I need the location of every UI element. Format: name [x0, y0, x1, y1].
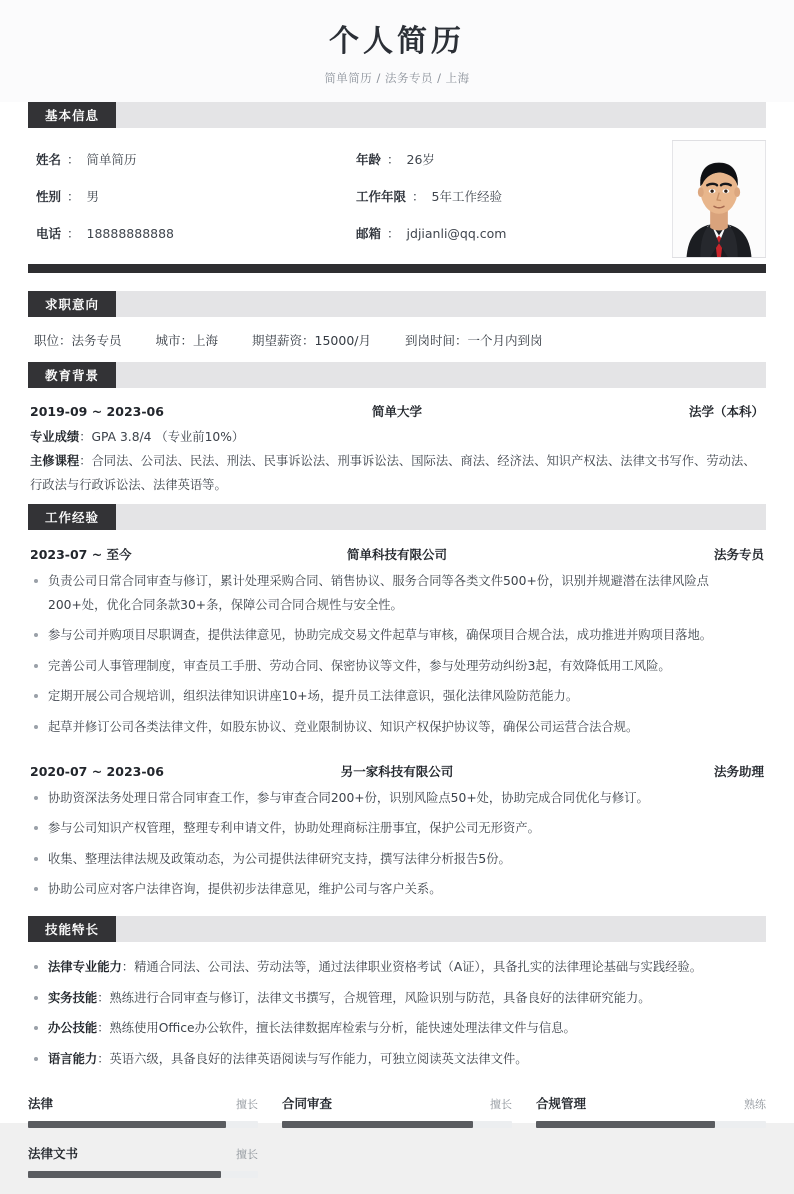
experience-company: 简单科技有限公司 — [346, 546, 447, 562]
section-title-basic: 基本信息 — [28, 102, 116, 128]
list-item: 负责公司日常合同审查与修订，累计处理采购合同、销售协议、服务合同等各类文件500+份，识别并规避潜在法律风险点200+处，优化合同条款30+条，保障公司合同合规性与安全性。 — [28, 570, 766, 617]
list-item — [28, 956, 766, 980]
field-email — [356, 224, 648, 242]
skill-bar-name: 合同审查 — [281, 1096, 332, 1112]
list-item — [28, 1017, 766, 1041]
field-gender — [36, 187, 356, 205]
job-intent-row — [28, 317, 766, 362]
skill-bar-fill — [28, 1171, 221, 1178]
section-divider — [28, 264, 766, 273]
skill-bar-fill — [282, 1121, 473, 1128]
basic-info-grid — [28, 150, 648, 242]
skill-bar-item — [28, 1094, 258, 1128]
field-work-years-value: 5年工作经验 — [431, 189, 502, 204]
field-name-separator: ： — [67, 152, 80, 167]
section-title-education: 教育背景 — [28, 362, 116, 388]
skill-bar-grid — [16, 1078, 778, 1194]
education-entry — [28, 388, 766, 504]
skill-bar-fill — [536, 1121, 715, 1128]
field-email-label: 邮箱 — [356, 226, 382, 241]
section-header-basic — [28, 102, 766, 128]
intent-city: 城市：上海 — [155, 333, 219, 348]
education-school: 简单大学 — [371, 404, 422, 419]
skill-bar-item — [28, 1144, 258, 1178]
job-intent-section — [0, 291, 794, 362]
list-item: 收集、整理法律法规及政策动态，为公司提供法律研究支持，撰写法律分析报告5份。 — [28, 848, 766, 872]
field-age-label: 年龄 — [356, 152, 382, 167]
section-header-skills — [28, 916, 766, 942]
skill-bar-item — [282, 1094, 512, 1128]
list-item: 完善公司人事管理制度，审查员工手册、劳动合同、保密协议等文件，参与处理劳动纠纷3起，有效降低用工风险。 — [28, 655, 766, 679]
section-header-experience — [28, 504, 766, 530]
experience-position: 法务专员 — [713, 546, 764, 562]
field-phone — [36, 224, 356, 242]
experience-position: 法务助理 — [713, 763, 764, 779]
experience-date: 2023-07 ~ 至今 — [30, 546, 132, 562]
field-age — [356, 150, 648, 168]
skill-text: ：熟练使用Office办公软件，擅长法律数据库检索与分析，能快速处理法律文件与信息。 — [97, 1021, 576, 1036]
field-email-separator: ： — [387, 226, 400, 241]
experience-section — [0, 504, 794, 902]
education-gpa-label: 专业成绩 — [30, 430, 80, 444]
education-gpa — [28, 426, 766, 450]
field-gender-separator: ： — [67, 189, 80, 204]
skill-bar-level: 擅长 — [235, 1148, 258, 1162]
skill-bar-track — [282, 1121, 512, 1128]
list-item: 定期开展公司合规培训，组织法律知识讲座10+场，提升员工法律意识，强化法律风险防范能力。 — [28, 685, 766, 709]
skill-text: ：英语六级，具备良好的法律英语阅读与写作能力，可独立阅读英文法律文件。 — [97, 1051, 528, 1066]
experience-company: 另一家科技有限公司 — [340, 763, 454, 779]
skill-bar-fill — [28, 1121, 226, 1128]
basic-info-section — [0, 102, 794, 273]
education-courses-label: 主修课程 — [30, 453, 80, 468]
experience-entry-header — [28, 545, 766, 563]
skill-bar-name: 合规管理 — [535, 1096, 586, 1112]
education-entry-header — [28, 402, 766, 420]
field-name-label: 姓名 — [36, 152, 62, 167]
section-title-experience: 工作经验 — [28, 504, 116, 530]
section-header-education — [28, 362, 766, 388]
field-age-separator: ： — [387, 152, 400, 167]
profile-photo — [672, 140, 766, 258]
skill-bar-track — [28, 1171, 258, 1178]
skill-label: 语言能力 — [48, 1051, 98, 1066]
field-age-value: 26岁 — [406, 152, 435, 167]
education-courses-value: ：合同法、公司法、民法、刑法、民事诉讼法、刑事诉讼法、国际法、商法、经济法、知识产权法、法律文书写作、劳动法、行政法与行政诉讼法、法律英语等。 — [30, 453, 756, 492]
skill-bar-item — [536, 1094, 766, 1128]
section-header-intent — [28, 291, 766, 317]
field-gender-value: 男 — [86, 189, 100, 204]
experience-entry-header — [28, 762, 766, 780]
field-work-years — [356, 187, 648, 205]
skill-label: 实务技能 — [48, 990, 98, 1005]
education-major: 法学（本科） — [688, 404, 764, 419]
field-phone-separator: ： — [67, 226, 80, 241]
list-item: 参与公司知识产权管理，整理专利申请文件，协助处理商标注册事宜，保护公司无形资产。 — [28, 817, 766, 841]
section-title-skills: 技能特长 — [28, 916, 116, 942]
list-item: 起草并修订公司各类法律文件，如股东协议、竞业限制协议、知识产权保护协议等，确保公司运营合法合规。 — [28, 716, 766, 740]
section-title-intent: 求职意向 — [28, 291, 116, 317]
experience-entry — [28, 530, 766, 740]
field-name — [36, 150, 356, 168]
education-date: 2019-09 ~ 2023-06 — [30, 404, 164, 419]
field-work-years-label: 工作年限 — [356, 189, 407, 204]
field-email-value: jdjianli@qq.com — [406, 226, 507, 241]
intent-salary: 期望薪资：15000/月 — [252, 333, 372, 348]
skill-bar-header — [28, 1094, 258, 1112]
experience-entry — [28, 747, 766, 902]
skill-bar-name: 法律 — [28, 1096, 54, 1112]
list-item — [28, 987, 766, 1011]
experience-bullet-list — [28, 787, 766, 902]
field-phone-label: 电话 — [36, 226, 62, 241]
education-gpa-value: ：GPA 3.8/4 （专业前10%） — [79, 430, 245, 444]
profile-photo-illustration — [673, 141, 765, 257]
list-item — [28, 1048, 766, 1072]
skill-bar-track — [536, 1121, 766, 1128]
skill-label: 办公技能 — [48, 1021, 98, 1036]
skill-label: 法律专业能力 — [48, 960, 122, 974]
basic-info-body — [28, 128, 766, 256]
skills-bullet-list — [28, 956, 766, 1071]
skill-text: ：精通合同法、公司法、劳动法等，通过法律职业资格考试（A证），具备扎实的法律理论基础与实践经验。 — [121, 960, 703, 974]
education-section — [0, 362, 794, 504]
page-title: 个人简历 — [329, 24, 465, 59]
skill-bar-header — [536, 1094, 766, 1112]
experience-date: 2020-07 ~ 2023-06 — [30, 763, 164, 779]
field-work-years-separator: ： — [412, 189, 425, 204]
skill-bar-level: 擅长 — [489, 1098, 512, 1112]
skill-bar-level: 熟练 — [743, 1098, 766, 1112]
skill-bar-header — [282, 1094, 512, 1112]
list-item: 协助资深法务处理日常合同审查工作，参与审查合同200+份，识别风险点50+处，协助完成合同优化与修订。 — [28, 787, 766, 811]
education-courses — [28, 450, 766, 498]
field-name-value: 简单简历 — [86, 152, 137, 167]
skills-section — [0, 916, 794, 1194]
list-item: 参与公司并购项目尽职调查，提供法律意见，协助完成交易文件起草与审核，确保项目合规合法，成功推进并购项目落地。 — [28, 624, 766, 648]
skill-bar-name: 法律文书 — [28, 1146, 79, 1162]
list-item: 协助公司应对客户法律咨询，提供初步法律意见，维护公司与客户关系。 — [28, 878, 766, 902]
skill-bar-track — [28, 1121, 258, 1128]
skill-text: ：熟练进行合同审查与修订，法律文书撰写，合规管理，风险识别与防范，具备良好的法律研究能力。 — [97, 990, 651, 1005]
skill-bar-header — [28, 1144, 258, 1162]
experience-bullet-list — [28, 570, 766, 740]
field-phone-value: 18888888888 — [86, 226, 175, 241]
field-gender-label: 性别 — [36, 189, 62, 204]
page-subtitle: 简单简历 / 法务专员 / 上海 — [324, 71, 470, 85]
document-header — [0, 0, 794, 102]
intent-available-date: 到岗时间：一个月内到岗 — [405, 333, 543, 348]
intent-position: 职位：法务专员 — [34, 333, 122, 348]
skill-bar-level: 擅长 — [235, 1098, 258, 1112]
